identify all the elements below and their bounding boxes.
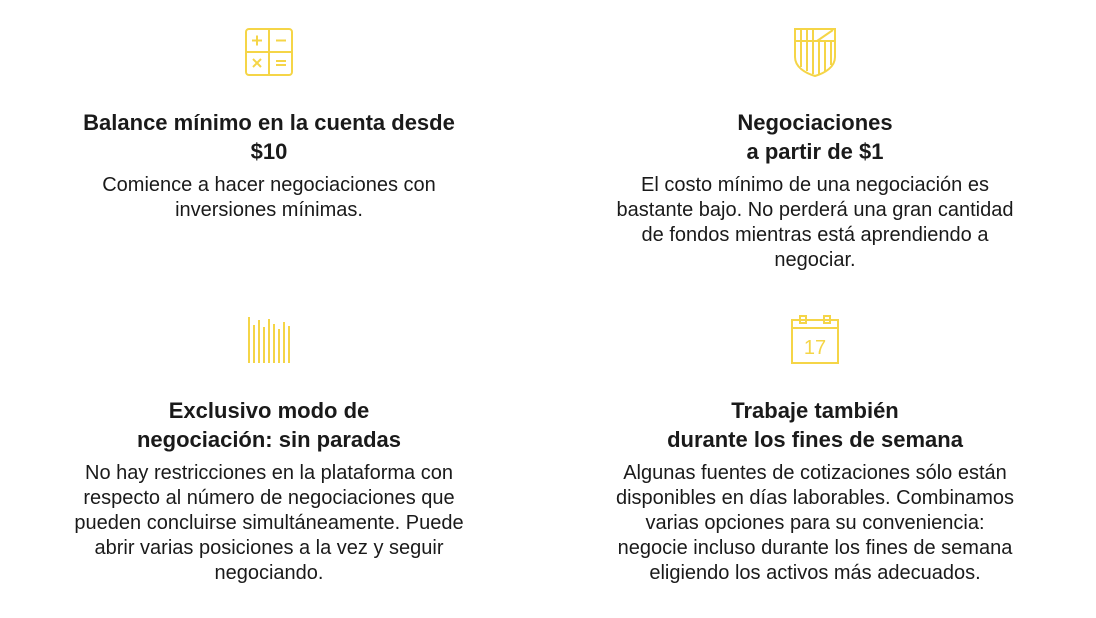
calendar-icon bbox=[790, 315, 840, 365]
feature-trades-from-1 bbox=[575, 24, 1055, 273]
feature-title: Negociaciones a partir de $1 bbox=[737, 110, 893, 164]
feature-icon-wrap bbox=[575, 24, 1055, 80]
shield-icon bbox=[793, 27, 837, 77]
feature-description: Comience a hacer negociaciones con inversiones mínimas. bbox=[102, 174, 436, 221]
feature-icon-wrap bbox=[575, 312, 1055, 368]
feature-description: El costo mínimo de una negociación es bastante bajo. No perderá una gran cantidad de fondos mientras está aprendiendo a negociar. bbox=[616, 174, 1014, 271]
feature-no-stops-mode bbox=[29, 312, 509, 586]
feature-icon-wrap bbox=[29, 24, 509, 80]
feature-title: Balance mínimo en la cuenta desde $10 bbox=[83, 110, 455, 164]
feature-weekend-trading bbox=[575, 312, 1055, 586]
feature-title: Exclusivo modo de negociación: sin paradas bbox=[136, 398, 402, 452]
feature-title: Trabaje también durante los fines de semana bbox=[667, 398, 963, 452]
feature-description: No hay restricciones en la plataforma con respecto al número de negociaciones que pueden concluirse simultáneamente. Puede abrir varias posiciones a la vez y seguir negociando. bbox=[74, 462, 464, 584]
calculator-icon bbox=[245, 28, 293, 76]
feature-description: Algunas fuentes de cotizaciones sólo están disponibles en días laborables. Combinamos varias opciones para su conveniencia: negocie incluso durante los fines de semana eligiendo los activos más adecuados. bbox=[615, 462, 1014, 584]
feature-icon-wrap bbox=[29, 312, 509, 368]
calendar-day: 17 bbox=[803, 337, 827, 359]
bars-icon bbox=[246, 315, 292, 365]
feature-min-balance bbox=[29, 24, 509, 223]
